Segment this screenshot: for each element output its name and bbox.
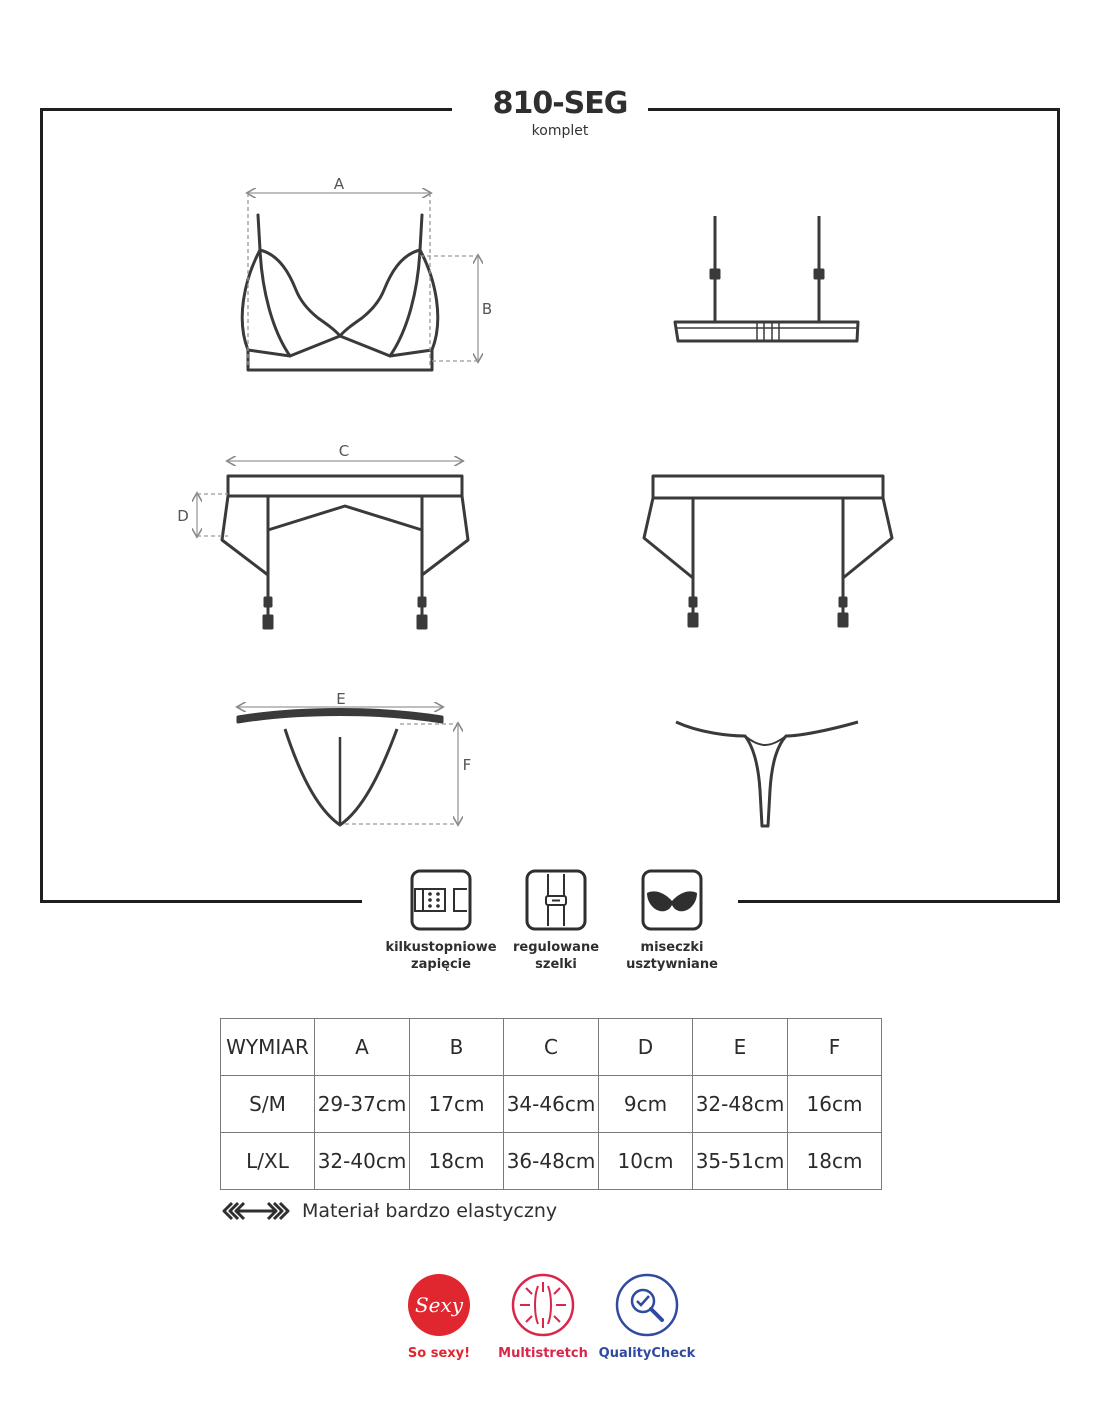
stretch-arrows-icon bbox=[222, 1198, 290, 1224]
header-cell: B bbox=[410, 1019, 504, 1076]
header-cell: C bbox=[504, 1019, 599, 1076]
dim-label-d: D bbox=[177, 507, 189, 525]
table-cell: 32-48cm bbox=[693, 1076, 788, 1133]
stretch-note-text: Materiał bardzo elastyczny bbox=[302, 1200, 558, 1222]
product-code: 810-SEG bbox=[492, 86, 628, 121]
adjustable-straps-icon bbox=[525, 869, 587, 931]
badge-label: So sexy! bbox=[407, 1346, 471, 1361]
feature-adjustable-straps bbox=[491, 869, 621, 973]
dim-label-f: F bbox=[462, 756, 472, 774]
thong-front-drawing bbox=[238, 710, 442, 826]
table-cell: 36-48cm bbox=[504, 1133, 599, 1190]
multistretch-icon bbox=[510, 1272, 576, 1338]
multi-hook-clasp-icon bbox=[410, 869, 472, 931]
table-row bbox=[221, 1076, 882, 1133]
table-cell: 16cm bbox=[788, 1076, 882, 1133]
feature-label: kilkustopniowe zapięcie bbox=[385, 940, 497, 972]
table-cell: L/XL bbox=[221, 1133, 315, 1190]
sexy-icon bbox=[406, 1272, 472, 1338]
header-cell: WYMIAR bbox=[221, 1019, 315, 1076]
size-table bbox=[220, 1018, 882, 1190]
table-cell: 17cm bbox=[410, 1076, 504, 1133]
dim-label-e: E bbox=[336, 690, 346, 708]
sexy-icon-text: Sexy bbox=[414, 1293, 464, 1317]
table-cell: 18cm bbox=[410, 1133, 504, 1190]
product-type: komplet bbox=[531, 123, 589, 139]
bra-front-drawing bbox=[242, 215, 438, 370]
badge-label: Multistretch bbox=[498, 1346, 588, 1361]
frame-bottom-left bbox=[40, 900, 362, 903]
table-cell: S/M bbox=[221, 1076, 315, 1133]
stretch-note bbox=[222, 1198, 557, 1224]
table-cell: 18cm bbox=[788, 1133, 882, 1190]
feature-label: regulowane szelki bbox=[512, 940, 600, 972]
dim-label-a: A bbox=[333, 175, 345, 193]
header-cell: E bbox=[693, 1019, 788, 1076]
table-cell: 32-40cm bbox=[315, 1133, 410, 1190]
feature-padded-cups bbox=[607, 869, 737, 973]
garter-belt-front-drawing bbox=[222, 476, 468, 628]
thong-back-drawing bbox=[676, 722, 858, 826]
badge-label: QualityCheck bbox=[598, 1346, 696, 1361]
dim-label-c: C bbox=[338, 442, 350, 460]
table-cell: 10cm bbox=[599, 1133, 693, 1190]
table-cell: 35-51cm bbox=[693, 1133, 788, 1190]
badge-quality-check bbox=[592, 1272, 702, 1361]
table-cell: 9cm bbox=[599, 1076, 693, 1133]
header-cell: D bbox=[599, 1019, 693, 1076]
quality-check-icon bbox=[614, 1272, 680, 1338]
badge-multistretch bbox=[488, 1272, 598, 1361]
dim-label-b: B bbox=[481, 300, 493, 318]
dimension-lines-thong bbox=[238, 707, 458, 824]
table-cell: 34-46cm bbox=[504, 1076, 599, 1133]
table-cell: 29-37cm bbox=[315, 1076, 410, 1133]
badge-so-sexy bbox=[384, 1272, 494, 1361]
table-row bbox=[221, 1133, 882, 1190]
feature-label: miseczki usztywniane bbox=[626, 940, 718, 972]
header-cell: F bbox=[788, 1019, 882, 1076]
frame-bottom-right bbox=[738, 900, 1060, 903]
bra-back-drawing bbox=[675, 216, 858, 341]
header-cell: A bbox=[315, 1019, 410, 1076]
table-header-row bbox=[221, 1019, 882, 1076]
garter-belt-back-drawing bbox=[644, 476, 892, 626]
padded-cups-icon bbox=[641, 869, 703, 931]
feature-multi-hook-clasp bbox=[376, 869, 506, 973]
